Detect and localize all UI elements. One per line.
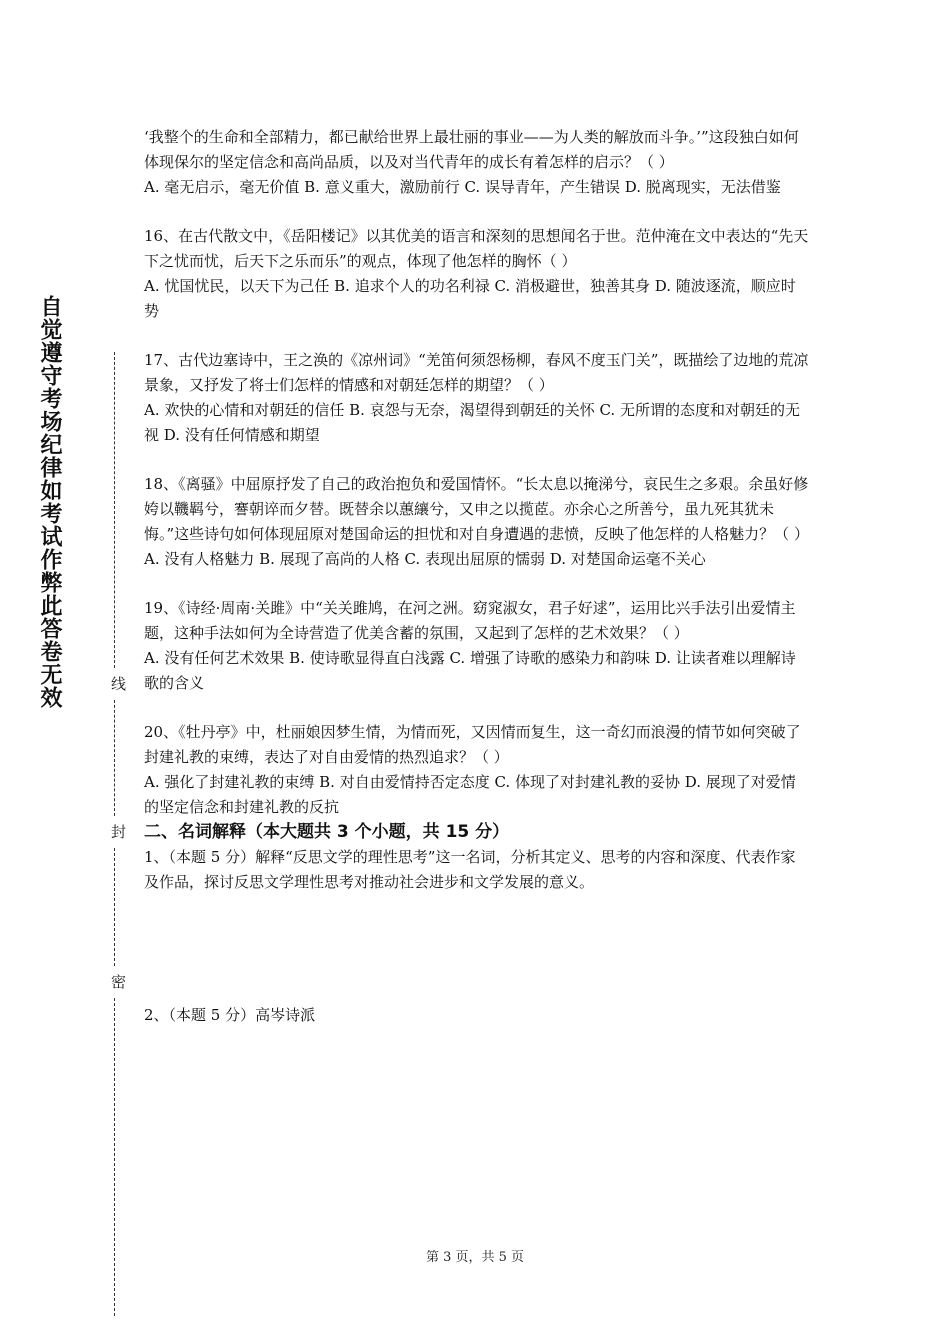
question-stem: 20、《牡丹亭》中，杜丽娘因梦生情，为情而死，又因情而复生，这一奇幻而浪漫的情节如何突破了封建礼教的束缚，表达了对自由爱情的热烈追求？（ ） [144, 723, 801, 766]
question-stem: 19、《诗经·周南·关雎》中“关关雎鸠，在河之洲。窈窕淑女，君子好逑”，运用比兴手法引出爱情主题，这种手法如何为全诗营造了优美含蓄的氛围，又起到了怎样的艺术效果？（ ） [144, 599, 796, 642]
exam-discipline-notice: 自觉遵守考场纪律如考试作弊此答卷无效 [37, 295, 62, 709]
term-question: 2、（本题 5 分）高岑诗派 [144, 1005, 316, 1024]
exam-content [144, 125, 810, 1028]
question-options: A. 没有人格魅力 B. 展现了高尚的人格 C. 表现出屈原的懦弱 D. 对楚国命运毫不关心 [144, 549, 706, 568]
question-options: A. 忧国忧民，以天下为己任 B. 追求个人的功名利禄 C. 消极避世，独善其身 D. 随波逐流，顺应时势 [144, 276, 796, 320]
question-options: A. 毫无启示，毫无价值 B. 意义重大，激励前行 C. 误导青年，产生错误 D. 脱离现实，无法借鉴 [144, 177, 781, 196]
binding-mark-secret: 密 [109, 974, 127, 989]
term-question: 1、（本题 5 分）解释“反思文学的理性思考”这一名词，分析其定义、思考的内容和深度、代表作家及作品，探讨反思文学理性思考对推动社会进步和文学发展的意义。 [144, 848, 796, 892]
page-footer: 第 3 页，共 5 页 [425, 1250, 525, 1265]
question-stem: ‘我整个的生命和全部精力，都已献给世界上最壮丽的事业——为人类的解放而斗争。’”这段独白如何体现保尔的坚定信念和高尚品质，以及对当代青年的成长有着怎样的启示？（ ） [144, 128, 799, 171]
binding-mark-line: 线 [109, 676, 127, 691]
question-stem: 17、古代边塞诗中，王之涣的《凉州词》“羌笛何须怨杨柳，春风不度玉门关”，既描绘了边地的荒凉景象，又抒发了将士们怎样的情感和对朝廷怎样的期望？（ ） [144, 351, 809, 394]
question-options: A. 强化了封建礼教的束缚 B. 对自由爱情持否定态度 C. 体现了对封建礼教的妥协 D. 展现了对爱情的坚定信念和封建礼教的反抗 [144, 772, 796, 816]
question-block [144, 348, 810, 447]
question-block [144, 596, 810, 695]
binding-dash-line [114, 848, 115, 966]
question-stem: 18、《离骚》中屈原抒发了自己的政治抱负和爱国情怀。“长太息以掩涕兮，哀民生之多艰。余虽好修姱以鞿羁兮，謇朝谇而夕替。既替余以蕙纕兮，又申之以揽茝。亦余心之所善兮，虽九死其犹未悔。”这些诗句如何体现屈原对楚国命运的担忧和对自身遭遇的悲愤，反映了他怎样的人格魅力？（ ） [144, 475, 809, 543]
binding-mark-seal: 封 [109, 824, 127, 839]
question-block [144, 720, 810, 819]
question-stem: 16、在古代散文中，《岳阳楼记》以其优美的语言和深刻的思想闻名于世。范仲淹在文中表达的“先天下之忧而忧，后天下之乐而乐”的观点，体现了他怎样的胸怀（ ） [144, 227, 809, 270]
question-options: A. 欢快的心情和对朝廷的信任 B. 哀怨与无奈，渴望得到朝廷的关怀 C. 无所谓的态度和对朝廷的无视 D. 没有任何情感和期望 [144, 400, 800, 444]
binding-dash-line [114, 352, 115, 668]
question-options: A. 没有任何艺术效果 B. 使诗歌显得直白浅露 C. 增强了诗歌的感染力和韵味 D. 让读者难以理解诗歌的含义 [144, 648, 796, 692]
question-block [144, 125, 810, 199]
question-block [144, 472, 810, 571]
binding-dash-line [114, 700, 115, 816]
binding-dash-line [114, 998, 115, 1316]
answer-space [144, 895, 810, 1003]
section-heading: 二、名词解释（本大题共 3 个小题，共 15 分） [144, 822, 510, 843]
question-block [144, 224, 810, 323]
